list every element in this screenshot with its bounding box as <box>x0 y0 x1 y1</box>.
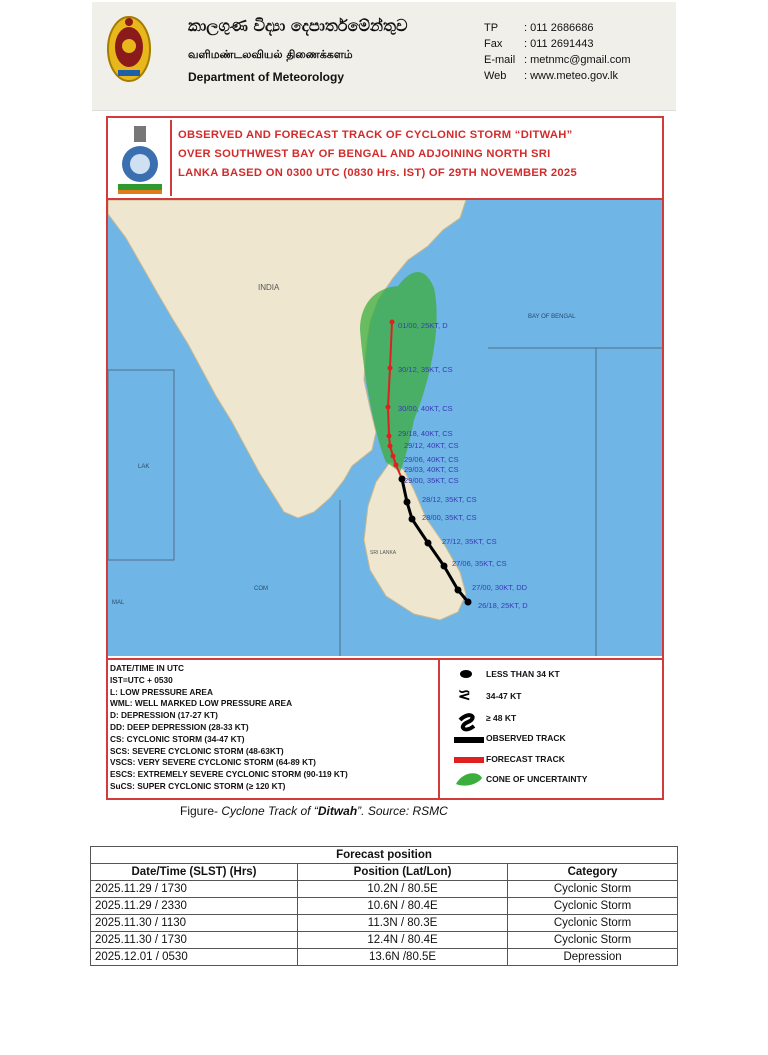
date-time-cell: 2025.11.30 / 1130 <box>91 915 298 932</box>
cyclone-small-icon: ⪝ <box>458 687 471 704</box>
position-cell: 12.4N / 80.4E <box>298 932 508 949</box>
observed-track-icon <box>454 737 484 743</box>
category-cell: Cyclonic Storm <box>508 898 678 915</box>
track-point <box>455 587 462 594</box>
track-point <box>388 366 393 371</box>
category-cell: Cyclonic Storm <box>508 915 678 932</box>
track-point-label: 29/06, 40KT, CS <box>404 455 459 464</box>
table-row <box>91 932 678 949</box>
forecast-track-icon <box>454 757 484 763</box>
date-time-cell: 2025.12.01 / 0530 <box>91 949 298 966</box>
track-point-label: 29/00, 35KT, CS <box>404 476 459 485</box>
track-point-label: 01/00, 25KT, D <box>398 321 448 330</box>
track-point <box>404 499 411 506</box>
legend-line: DD: DEEP DEPRESSION (28-33 KT) <box>110 721 249 732</box>
table-row <box>91 898 678 915</box>
figure-title-line: OVER SOUTHWEST BAY OF BENGAL AND ADJOINING NORTH SRI <box>178 148 551 160</box>
column-header: Position (Lat/Lon) <box>298 864 508 881</box>
track-point-label: 26/18, 25KT, D <box>478 601 528 610</box>
legend-line: SCS: SEVERE CYCLONIC STORM (48-63KT) <box>110 745 284 756</box>
letterhead <box>92 2 676 111</box>
legend-line: VSCS: VERY SEVERE CYCLONIC STORM (64-89 KT) <box>110 757 316 768</box>
track-point-label: 27/06, 35KT, CS <box>452 559 507 568</box>
column-header: Date/Time (SLST) (Hrs) <box>91 864 298 881</box>
legend-line: ESCS: EXTREMELY SEVERE CYCLONIC STORM (90-119 KT) <box>110 769 348 780</box>
legend-line: IST=UTC + 0530 <box>110 674 173 685</box>
map-label-india: INDIA <box>258 283 280 292</box>
cyclone-large-icon <box>460 715 474 729</box>
contact-key: Fax <box>484 38 503 50</box>
table-title: Forecast position <box>91 847 678 864</box>
position-cell: 11.3N / 80.3E <box>298 915 508 932</box>
track-point <box>465 599 472 606</box>
contact-key: E-mail <box>484 54 516 66</box>
figure-title-line: OBSERVED AND FORECAST TRACK OF CYCLONIC STORM “DITWAH” <box>178 129 573 141</box>
forecast-position-table <box>90 846 678 966</box>
department-name-english: Department of Meteorology <box>188 70 345 84</box>
track-point-label: 29/03, 40KT, CS <box>404 465 459 474</box>
map-label-com: COM <box>254 586 268 592</box>
track-point <box>391 454 396 459</box>
imd-logo-icon <box>110 120 172 196</box>
track-point-label: 27/00, 30KT, DD <box>472 583 528 592</box>
cone-icon <box>456 773 482 785</box>
contact-value: : 011 2691443 <box>524 38 594 50</box>
track-point <box>388 444 393 449</box>
track-point-label: 28/12, 35KT, CS <box>422 495 477 504</box>
contact-key: TP <box>484 22 499 34</box>
legend-label: 34-47 KT <box>486 691 522 701</box>
category-cell: Depression <box>508 949 678 966</box>
track-point-label: 29/12, 40KT, CS <box>404 441 459 450</box>
sri-lanka-emblem-icon <box>106 14 152 84</box>
legend-line: L: LOW PRESSURE AREA <box>110 686 213 697</box>
contact-value: : 011 2686686 <box>524 22 594 34</box>
table-row <box>91 881 678 898</box>
legend-line: SuCS: SUPER CYCLONIC STORM (≥ 120 KT) <box>110 780 286 791</box>
caption-storm-name: Ditwah <box>317 804 358 818</box>
cyclone-track-figure <box>106 116 664 800</box>
track-point-label: 29/18, 40KT, CS <box>398 429 453 438</box>
track-point <box>386 405 391 410</box>
dot-icon <box>460 670 472 678</box>
map-canvas <box>108 200 662 656</box>
track-point-label: 27/12, 35KT, CS <box>442 537 497 546</box>
track-point <box>425 540 432 547</box>
map-label-bay: BAY OF BENGAL <box>528 314 576 320</box>
contact-key: Web <box>484 70 507 82</box>
date-time-cell: 2025.11.29 / 1730 <box>91 881 298 898</box>
contact-block <box>484 20 631 84</box>
category-cell: Cyclonic Storm <box>508 932 678 949</box>
contact-row-web <box>484 68 631 84</box>
legend-line: D: DEPRESSION (17-27 KT) <box>110 710 218 721</box>
position-cell: 13.6N /80.5E <box>298 949 508 966</box>
contact-value[interactable]: : www.meteo.gov.lk <box>524 70 618 82</box>
date-time-cell: 2025.11.29 / 2330 <box>91 898 298 915</box>
contact-value[interactable]: : metnmc@gmail.com <box>524 54 631 66</box>
table-row <box>91 915 678 932</box>
legend-label: FORECAST TRACK <box>486 754 565 764</box>
figure-legend <box>108 658 662 800</box>
category-cell: Cyclonic Storm <box>508 881 678 898</box>
legend-line: CS: CYCLONIC STORM (34-47 KT) <box>110 733 245 744</box>
track-point-label: 30/00, 40KT, CS <box>398 404 453 413</box>
legend-label: LESS THAN 34 KT <box>486 669 560 679</box>
track-point <box>409 516 416 523</box>
position-cell: 10.2N / 80.5E <box>298 881 508 898</box>
map-label-lak: LAK <box>138 464 150 470</box>
map-label-sri-lanka: SRI LANKA <box>370 550 397 556</box>
department-name-sinhala: කාලගුණ විද්‍යා දෙපාර්තමේන්තුව <box>188 16 408 35</box>
date-time-cell: 2025.11.30 / 1730 <box>91 932 298 949</box>
track-map <box>108 200 662 656</box>
contact-row-tp <box>484 20 631 36</box>
contact-row-email <box>484 52 631 68</box>
legend-symbol-icons <box>448 660 488 800</box>
figure-title <box>178 126 658 183</box>
contact-row-fax <box>484 36 631 52</box>
map-label-mal: MAL <box>112 600 125 606</box>
column-header: Category <box>508 864 678 881</box>
figure-header <box>108 118 662 200</box>
track-point <box>387 434 392 439</box>
figure-caption <box>180 804 448 818</box>
position-cell: 10.6N / 80.4E <box>298 898 508 915</box>
table-body <box>91 881 678 966</box>
caption-source: ”. Source: RSMC <box>357 804 448 818</box>
legend-label: OBSERVED TRACK <box>486 733 566 743</box>
caption-prefix: Figure- <box>180 804 222 818</box>
legend-symbols <box>438 660 664 800</box>
track-point <box>390 320 395 325</box>
legend-label: CONE OF UNCERTAINTY <box>486 774 588 784</box>
figure-title-line: LANKA BASED ON 0300 UTC (0830 Hrs. IST) OF 29TH NOVEMBER 2025 <box>178 167 577 179</box>
legend-label: ≥ 48 KT <box>486 713 517 723</box>
department-name-tamil: வளிமண்டலவியல் திணைக்களம் <box>188 48 353 61</box>
caption-text: Cyclone Track of “ <box>221 804 318 818</box>
track-point <box>394 463 399 468</box>
track-point <box>441 563 448 570</box>
track-point-label: 28/00, 35KT, CS <box>422 513 477 522</box>
table-row <box>91 949 678 966</box>
legend-line: WML: WELL MARKED LOW PRESSURE AREA <box>110 698 293 709</box>
legend-line: DATE/TIME IN UTC <box>110 663 185 673</box>
track-point-label: 30/12, 35KT, CS <box>398 365 453 374</box>
legend-abbreviations <box>110 660 435 803</box>
